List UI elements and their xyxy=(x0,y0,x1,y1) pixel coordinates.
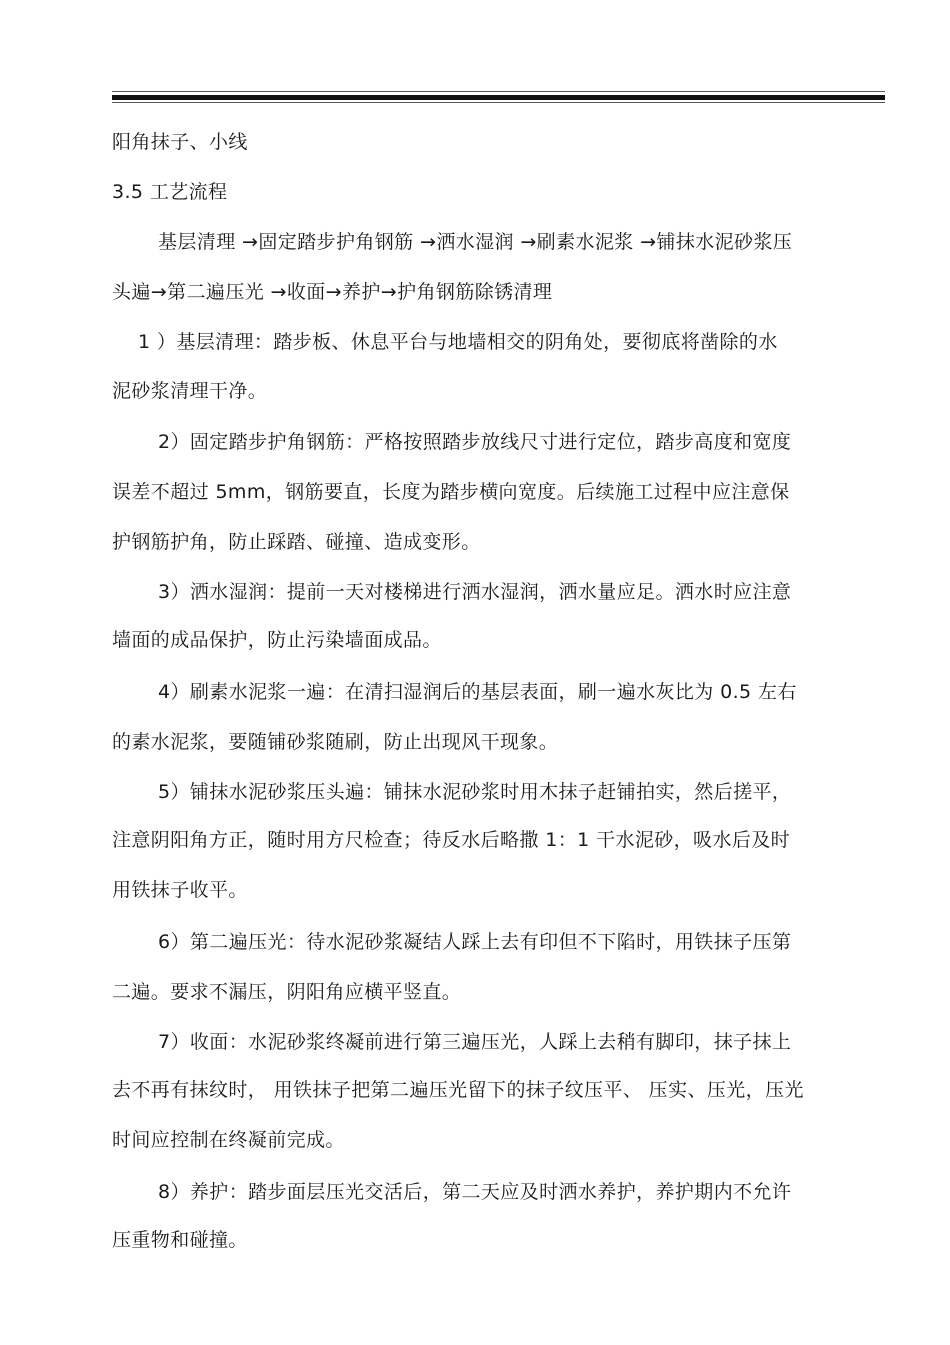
text-line: 护钢筋护角，防止踩踏、碰撞、造成变形。 xyxy=(112,531,481,553)
text-line: 7）收面：水泥砂浆终凝前进行第三遍压光，人踩上去稍有脚印，抹子抹上 xyxy=(158,1031,792,1053)
text-line: 1 ）基层清理：踏步板、休息平台与地墙相交的阴角处，要彻底将凿除的水 xyxy=(138,331,778,353)
text-line: 去不再有抹纹时， 用铁抹子把第二遍压光留下的抹子纹压平、 压实、压光，压光 xyxy=(112,1079,804,1101)
text-line: 误差不超过 5mm，钢筋要直，长度为踏步横向宽度。后续施工过程中应注意保 xyxy=(112,481,790,503)
header-rule-bottom xyxy=(112,102,885,103)
text-line: 2）固定踏步护角钢筋：严格按照踏步放线尺寸进行定位，踏步高度和宽度 xyxy=(158,431,792,453)
text-line: 墙面的成品保护，防止污染墙面成品。 xyxy=(112,629,442,651)
text-line: 用铁抹子收平。 xyxy=(112,879,248,901)
text-line: 5）铺抹水泥砂浆压头遍：铺抹水泥砂浆时用木抹子赶铺拍实，然后搓平， xyxy=(158,781,792,803)
section-heading: 3.5 工艺流程 xyxy=(112,181,228,203)
text-line: 4）刷素水泥浆一遍：在清扫湿润后的基层表面，刷一遍水灰比为 0.5 左右 xyxy=(158,681,797,703)
text-line: 6）第二遍压光：待水泥砂浆凝结人踩上去有印但不下陷时，用铁抹子压第 xyxy=(158,931,792,953)
text-line: 二遍。要求不漏压，阴阳角应横平竖直。 xyxy=(112,981,462,1003)
text-line: 时间应控制在终凝前完成。 xyxy=(112,1129,345,1151)
text-line: 阳角抹子、小线 xyxy=(112,131,248,153)
header-rule-top xyxy=(112,91,885,92)
text-line: 的素水泥浆，要随铺砂浆随刷，防止出现风干现象。 xyxy=(112,731,559,753)
text-line: 压重物和碰撞。 xyxy=(112,1229,248,1251)
text-line: 注意阴阳角方正，随时用方尺检查；待反水后略撒 1：1 干水泥砂，吸水后及时 xyxy=(112,829,791,851)
text-line: 头遍→第二遍压光 →收面→养护→护角钢筋除锈清理 xyxy=(112,281,553,303)
text-line: 3）洒水湿润：提前一天对楼梯进行洒水湿润，洒水量应足。洒水时应注意 xyxy=(158,581,792,603)
text-line: 8）养护：踏步面层压光交活后，第二天应及时洒水养护，养护期内不允许 xyxy=(158,1181,792,1203)
text-line: 基层清理 →固定踏步护角钢筋 →洒水湿润 →刷素水泥浆 →铺抹水泥砂浆压 xyxy=(158,231,793,253)
header-rule-thick xyxy=(112,95,885,100)
text-line: 泥砂浆清理干净。 xyxy=(112,380,268,402)
